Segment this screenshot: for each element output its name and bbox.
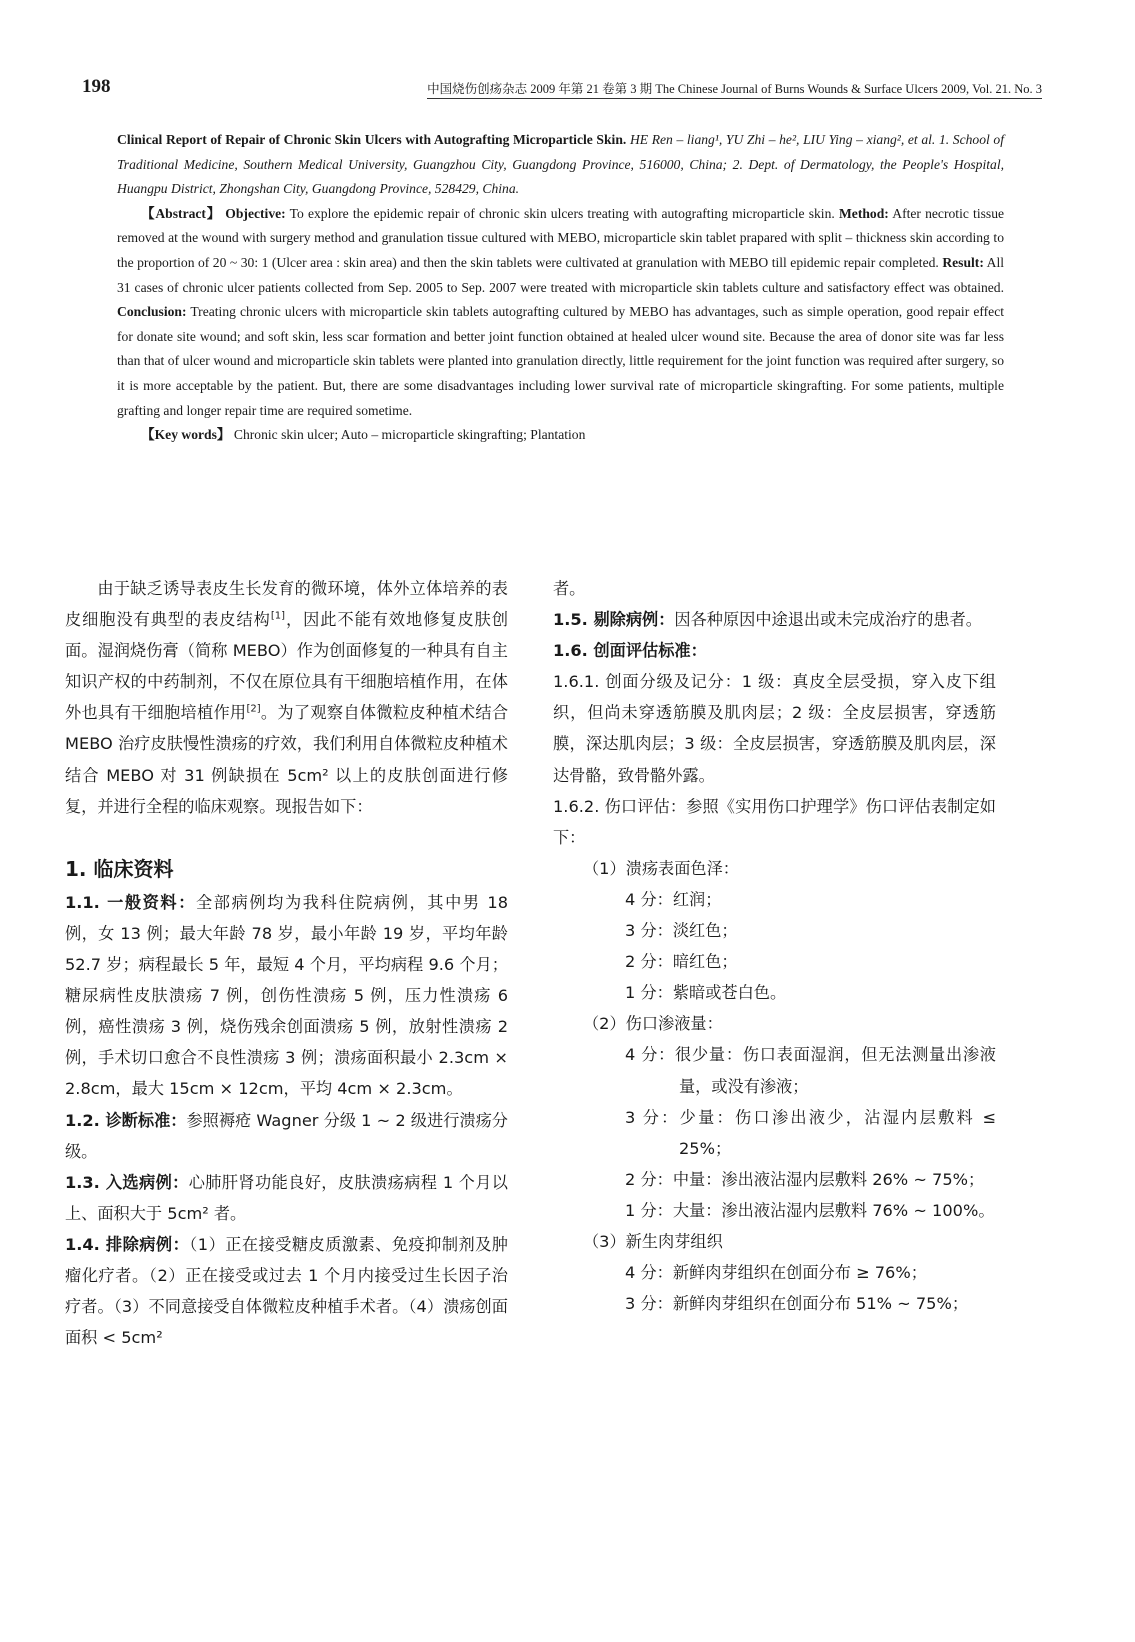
subsection-text: （1）正在接受糖皮质激素、免疫抑制剂及肿瘤化疗者。（2）正在接受或过去 1 个月内接受过生长因子治疗者。（3）不同意接受自体微粒皮种植手术者。（4）溃疡创面面积 < 5cm² xyxy=(65,1234,508,1348)
continued-text: 者。 xyxy=(553,579,586,598)
criteria-item: 4 分：新鲜肉芽组织在创面分布 ≥ 76%； xyxy=(625,1263,927,1283)
criteria-item: 1 分：大量：渗出液沾湿内层敷料 76% ~ 100%。 xyxy=(625,1200,995,1220)
subsection-text: 心肺肝肾功能良好，皮肤溃疡病程 1 个月以上、面积大于 5cm² 者。 xyxy=(65,1172,508,1223)
result-label: Result: xyxy=(942,254,984,270)
criteria-item: 2 分：暗红色； xyxy=(625,952,738,972)
result-text: All 31 cases of chronic ulcer patients collected from Sep. 2005 to Sep. 2007 were treated with microparticle skin tablets culture and satisfactory effect was obtained. xyxy=(117,254,1004,295)
subsection-1-6-2: 1.6.2. 伤口评估：参照《实用伤口护理学》伤口评估表制定如下： xyxy=(553,796,996,847)
subsection-1-5 xyxy=(553,604,996,635)
objective-label: Objective: xyxy=(225,205,286,221)
subsection-text: 全部病例均为我科住院病例，其中男 18 例，女 13 例；最大年龄 78 岁，最小年龄 19 岁，平均年龄 52.7 岁；病程最长 5 年，最短 4 个月，平均病程 9.6 个月；糖尿病性皮肤溃疡 7 例，创伤性溃疡 5 例，压力性溃疡 6 例，癌性溃疡 3 例，烧伤残余创面溃疡 5 例，放射性溃疡 2 例，手术切口愈合不良性溃疡 3 例；溃疡面积最小 2.3cm × 2.8cm，最大 15cm × 12cm，平均 4cm × 2.3cm。 xyxy=(65,892,508,1099)
authors-en: HE Ren – liang¹, YU Zhi – he², LIU Ying – xiang², et al. xyxy=(629,132,936,147)
right-column xyxy=(553,573,996,1319)
running-header xyxy=(82,76,1042,100)
criteria-item: 2 分：中量：渗出液沾湿内层敷料 26% ~ 75%； xyxy=(625,1169,985,1189)
criteria-item: 3 分：淡红色； xyxy=(625,921,738,941)
criteria-item: 4 分：很少量：伤口表面湿润，但无法测量出渗液量，或没有渗液； xyxy=(625,1045,996,1096)
keywords-label: 【Key words】 xyxy=(141,427,231,443)
intro-text-a: 由于缺乏诱导表皮生长发育的微环境，体外立体培养的表皮细胞没有典型的表皮结构 xyxy=(65,579,508,630)
citation-2: [2] xyxy=(246,703,261,715)
subsection-label: 1.2. 诊断标准： xyxy=(65,1110,187,1130)
journal-citation: 中国烧伤创疡杂志 2009 年第 21 卷第 3 期 The Chinese Journal of Burns Wounds & Surface Ulcers 2009, Vol. 21. No. 3 xyxy=(427,79,1042,99)
subsection-1-3 xyxy=(65,1167,508,1229)
keywords-paragraph xyxy=(117,423,1004,448)
subsection-1-6-1: 1.6.1. 创面分级及记分：1 级：真皮全层受损，穿入皮下组织，但尚未穿透筋膜及肌肉层；2 级：全皮层损害，穿透筋膜，深达肌肉层；3 级：全皮层损害，穿透筋膜及肌肉层，深达骨骼，致骨骼外露。 xyxy=(553,672,996,785)
section-heading: 1. 临床资料 xyxy=(65,856,174,881)
intro-text-c: 。为了观察自体微粒皮种植术结合 MEBO 治疗皮肤慢性溃疡的疗效，我们利用自体微粒皮种植术结合 MEBO 对 31 例缺损在 5cm² 以上的皮肤创面进行修复，并进行全程的临床观察。现报告如下： xyxy=(65,703,509,816)
criteria-group-title: （1）溃疡表面色泽： xyxy=(583,858,739,878)
subsection-label: 1.3. 入选病例： xyxy=(65,1172,189,1192)
subsection-label: 1.5. 剔除病例： xyxy=(553,610,675,630)
subsection-text: 参照褥疮 Wagner 分级 1 ~ 2 级进行溃疡分级。 xyxy=(65,1110,508,1161)
subsection-text: 因各种原因中途退出或未完成治疗的患者。 xyxy=(674,610,982,630)
criteria-group-title: （3）新生肉芽组织 xyxy=(583,1231,723,1251)
criteria-item: 3 分：少量：伤口渗出液少，沾湿内层敷料 ≤ 25%； xyxy=(625,1107,996,1158)
article-title-en: Clinical Report of Repair of Chronic Skin Ulcers with Autografting Microparticle Skin. xyxy=(117,132,627,147)
subsection-1-2 xyxy=(65,1105,508,1167)
criteria-item: 4 分：红润； xyxy=(625,889,722,909)
subsection-1-1 xyxy=(65,887,508,1105)
keywords-text: Chronic skin ulcer; Auto – microparticle skingrafting; Plantation xyxy=(233,427,586,443)
subsection-label: 1.4. 排除病例： xyxy=(65,1234,190,1254)
method-label: Method: xyxy=(838,205,889,221)
objective-text: To explore the epidemic repair of chronic skin ulcers treating with autografting microparticle skin. xyxy=(289,205,835,221)
abstract-label: 【Abstract】 xyxy=(141,205,222,221)
criteria-group-title: （2）伤口渗液量： xyxy=(583,1014,723,1034)
subsection-1-6-label: 1.6. 创面评估标准： xyxy=(553,641,707,661)
citation-1: [1] xyxy=(270,610,286,622)
english-title-block xyxy=(117,128,1004,202)
method-text: After necrotic tissue removed at the wound with surgery method and granulation tissue cultured with MEBO, microparticle skin tablet prapared with split – thickness skin according to the proportion of 20 ~ 30: 1 (Ulcer area : skin area) and then the skin tablets were cultivated at granulation with MEBO till epidemic repair completed. xyxy=(117,205,1005,270)
page-number: 198 xyxy=(82,76,111,97)
intro-text-b: ，因此不能有效地修复皮肤创面。湿润烧伤膏（简称 MEBO）作为创面修复的一种具有自主知识产权的中药制剂，不仅在原位具有干细胞培植作用，在体外也具有干细胞培植作用 xyxy=(65,610,509,723)
affiliations-en: 1. School of Traditional Medicine, Southern Medical University, Guangzhou City, Guangdong Province, 516000, China; 2. Dept. of Dermatology, the People's Hospital, Huangpu District, Zhongshan City, Guangdong Province, 528429, China. xyxy=(117,132,1004,197)
abstract-paragraph xyxy=(117,202,1004,423)
left-column xyxy=(65,573,508,1353)
conclusion-label: Conclusion: xyxy=(117,304,187,320)
english-abstract xyxy=(117,128,1004,448)
subsection-label: 1.1. 一般资料： xyxy=(65,892,197,912)
intro-paragraph xyxy=(65,573,508,822)
subsection-1-4 xyxy=(65,1229,508,1353)
criteria-item: 3 分：新鲜肉芽组织在创面分布 51% ~ 75%； xyxy=(625,1294,969,1314)
conclusion-text: Treating chronic ulcers with microparticle skin tablets autografting cultured by MEBO has advantages, such as simple operation, good repair effect for donate site wound; and soft skin, less scar formation and better joint function obtained at healed ulcer wound site. Because the area of donor site was far less than that of ulcer wound and microparticle skin tablets were planted into granulation directly, little requirement for the joint function was required after surgery, so it is more acceptable by the patient. But, there are some disadvantages including lower survival rate of microparticle skingrafting. For some patients, multiple grafting and longer repair time are required sometime. xyxy=(117,304,1005,418)
criteria-item: 1 分：紫暗或苍白色。 xyxy=(625,983,787,1003)
